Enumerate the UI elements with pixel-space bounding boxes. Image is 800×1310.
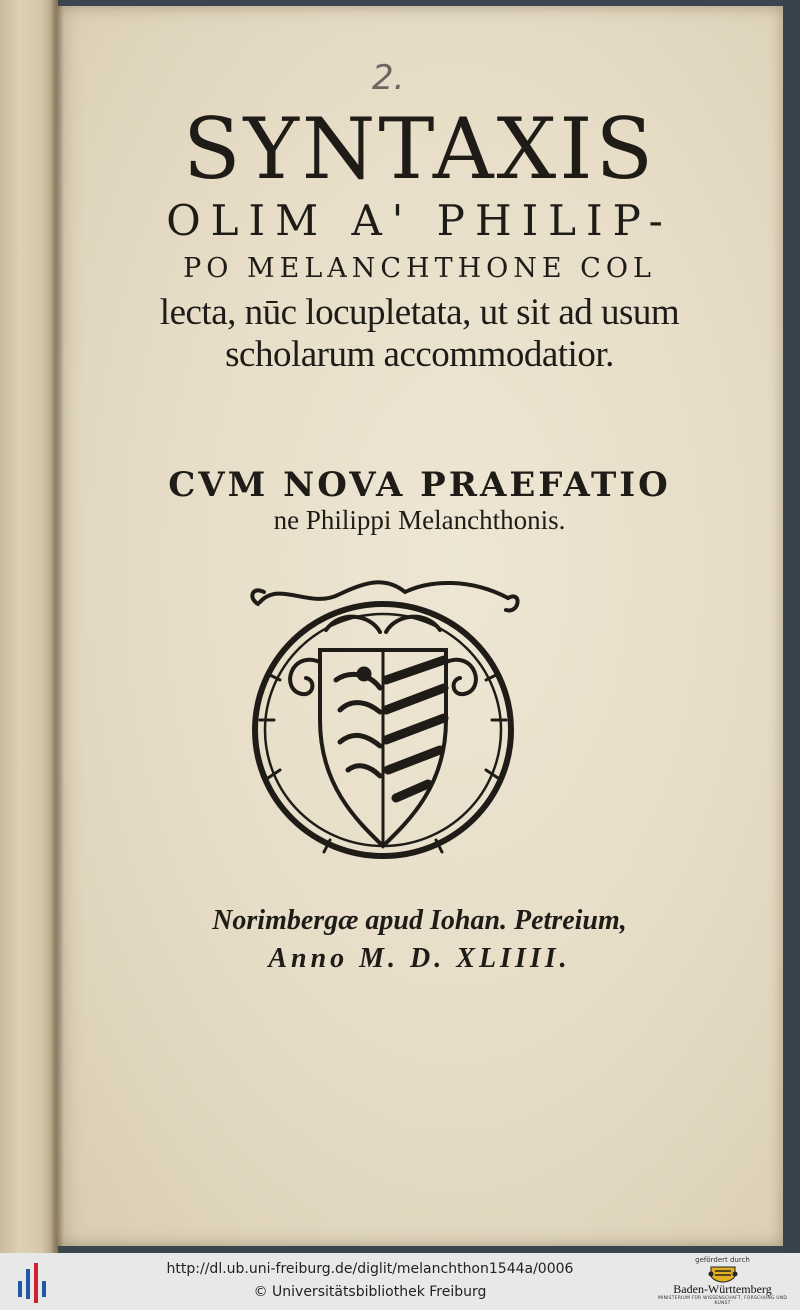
title-line-5: scholarum accommodatior. [225,334,614,375]
library-logo-icon [12,1261,52,1303]
title-line-1: SYNTAXIS [182,100,657,198]
viewer-footer [0,1253,800,1310]
handwritten-page-mark: 2. [372,58,405,98]
imprint-line-1: Norimbergæ apud Iohan. Petreium, [212,905,627,936]
sponsor-ministry: MINISTERIUM FÜR WISSENSCHAFT, FORSCHUNG UND KUNST [657,1296,788,1306]
permalink-url[interactable]: http://dl.ub.uni-freiburg.de/diglit/melanchthon1544a/0006 [166,1261,574,1277]
title-line-2: OLIM A' PHILIP- [166,196,673,245]
preface-line-2: ne Philippi Melanchthonis. [273,505,566,535]
sponsor-prefix: gefördert durch [695,1256,750,1264]
title-line-3: PO MELANCHTHONE COL [183,253,656,284]
copyright-text: © Universitätsbibliothek Freiburg [253,1284,487,1300]
state-crest-icon [708,1265,738,1283]
coat-of-arms-icon [240,570,530,870]
scan-background-strip [783,0,800,1253]
sponsor-block [650,1256,795,1308]
title-line-4: lecta, nūc locupletata, ut sit ad usum [159,292,680,333]
sponsor-name: Baden-Württemberg [673,1282,772,1296]
preface-line-1: CVM NOVA PRAEFATIO [168,465,671,505]
imprint-line-2: Anno M. D. XLIIII. [268,943,571,974]
